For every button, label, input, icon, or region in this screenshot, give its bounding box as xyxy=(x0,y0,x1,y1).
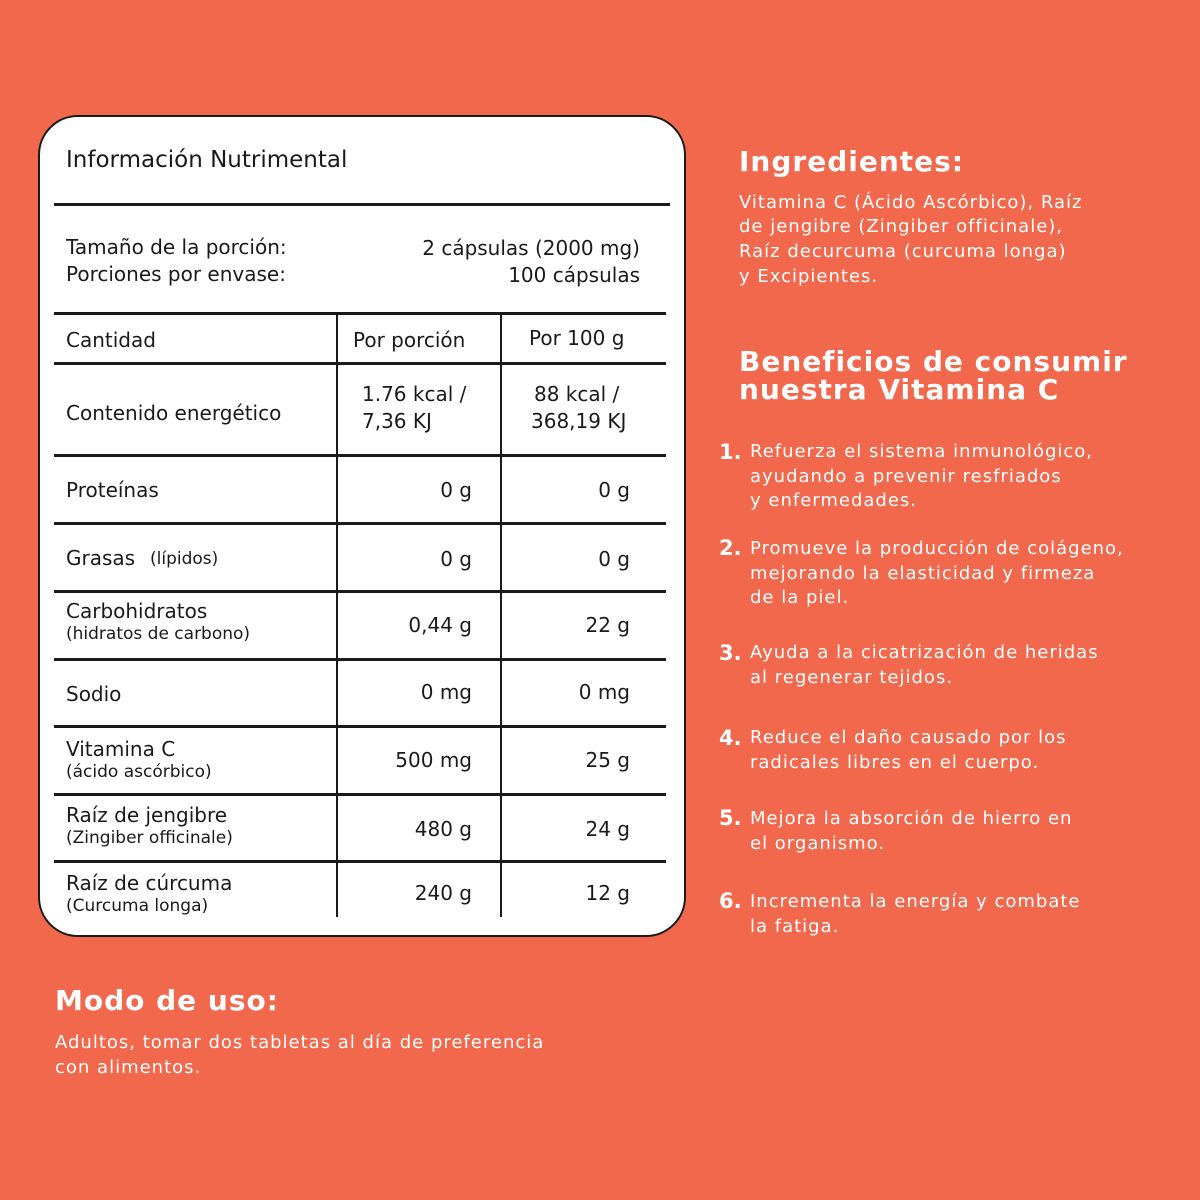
benefit-text xyxy=(750,537,1124,611)
usage-text-line-1: Adultos, tomar dos tabletas al día de preferencia xyxy=(55,1032,545,1053)
benefit-text xyxy=(750,641,1099,690)
benefit-number: 6. xyxy=(719,889,742,913)
row-fats-name: Grasas xyxy=(66,546,136,570)
column-divider-2 xyxy=(500,314,502,917)
header-per-serving: Por porción xyxy=(353,328,466,352)
row-energy-serving-kcal: 1.76 kcal / xyxy=(362,382,467,406)
header-cantidad: Cantidad xyxy=(66,328,156,352)
benefit-number: 2. xyxy=(719,536,742,560)
benefit-text xyxy=(750,807,1072,856)
row-ginger-100g: 24 g xyxy=(585,817,630,841)
row-carbs-100g: 22 g xyxy=(585,613,630,637)
benefit-number: 4. xyxy=(719,726,742,750)
row-fats-100g: 0 g xyxy=(598,547,630,571)
benefit-text xyxy=(750,726,1067,775)
benefit-line: de la piel. xyxy=(750,587,850,608)
servings-value: 100 cápsulas xyxy=(508,263,640,287)
row-ginger-sub: (Zingiber officinale) xyxy=(66,828,233,848)
ingredients-heading: Ingredientes: xyxy=(739,145,964,178)
benefit-line: ayudando a prevenir resfriados xyxy=(750,465,1062,487)
column-divider-1 xyxy=(336,314,338,917)
row-energy-serving-kj: 7,36 KJ xyxy=(362,409,432,433)
serving-size-label: Tamaño de la porción: xyxy=(66,235,287,259)
serving-size-value: 2 cápsulas (2000 mg) xyxy=(422,236,640,260)
benefit-number: 3. xyxy=(719,641,742,665)
row-proteins-serving: 0 g xyxy=(440,478,472,502)
row-sodium-name: Sodio xyxy=(66,682,122,706)
table-top-rule xyxy=(54,312,666,315)
usage-heading: Modo de uso: xyxy=(55,984,279,1017)
row-rule xyxy=(54,522,666,525)
benefit-line: y enfermedades. xyxy=(750,490,918,511)
row-fats-serving: 0 g xyxy=(440,547,472,571)
row-rule xyxy=(54,590,666,593)
row-vitamin-c-100g: 25 g xyxy=(585,748,630,772)
benefit-text xyxy=(750,890,1081,939)
ingredients-line: de jengibre (Zingiber officinale), xyxy=(739,216,1064,237)
usage-text-line-2: con alimentos. xyxy=(55,1057,202,1078)
ingredients-line: Vitamina C (Ácido Ascórbico), Raíz xyxy=(739,192,1083,213)
benefit-number: 5. xyxy=(719,806,742,830)
row-rule xyxy=(54,860,666,863)
servings-label: Porciones por envase: xyxy=(66,262,286,286)
nutrition-facts-panel xyxy=(38,115,686,937)
benefit-line: radicales libres en el cuerpo. xyxy=(750,751,1040,773)
benefit-line: Incrementa la energía y combate xyxy=(750,891,1081,912)
benefit-line: la fatiga. xyxy=(750,915,840,937)
row-rule xyxy=(54,658,666,661)
row-rule xyxy=(54,362,666,365)
row-rule xyxy=(54,793,666,796)
row-sodium-100g: 0 mg xyxy=(578,680,630,704)
row-ginger-serving: 480 g xyxy=(414,817,472,841)
row-turmeric-100g: 12 g xyxy=(585,881,630,905)
benefit-line: Reduce el daño causado por los xyxy=(750,727,1067,748)
benefits-heading-line-1: Beneficios de consumir xyxy=(739,345,1128,378)
benefits-heading-line-2: nuestra Vitamina C xyxy=(739,373,1060,406)
row-energy-name: Contenido energético xyxy=(66,401,282,425)
benefit-number: 1. xyxy=(719,440,742,464)
row-energy-100g-kj: 368,19 KJ xyxy=(531,409,627,433)
benefit-text xyxy=(750,440,1093,514)
row-carbs-serving: 0,44 g xyxy=(408,613,472,637)
benefit-line: Refuerza el sistema inmunológico, xyxy=(750,441,1094,462)
divider xyxy=(54,203,670,206)
header-per-100g: Por 100 g xyxy=(529,326,625,350)
row-turmeric-name: Raíz de cúrcuma xyxy=(66,871,233,895)
nutrition-title: Información Nutrimental xyxy=(66,147,348,173)
row-rule xyxy=(54,725,666,728)
row-sodium-serving: 0 mg xyxy=(420,680,472,704)
row-vitamin-c-sub: (ácido ascórbico) xyxy=(66,762,212,782)
benefit-line: Ayuda a la cicatrización de heridas xyxy=(750,642,1099,663)
ingredients-line: Raíz decurcuma (curcuma longa) xyxy=(739,241,1067,262)
row-energy-100g-kcal: 88 kcal / xyxy=(534,382,620,406)
benefit-line: el organismo. xyxy=(750,832,886,854)
row-proteins-100g: 0 g xyxy=(598,478,630,502)
benefit-line: mejorando la elasticidad y firmeza xyxy=(750,562,1096,584)
row-ginger-name: Raíz de jengibre xyxy=(66,803,228,827)
row-proteins-name: Proteínas xyxy=(66,478,159,502)
ingredients-line: y Excipientes. xyxy=(739,266,879,287)
row-turmeric-sub: (Curcuma longa) xyxy=(66,896,209,916)
benefit-line: Mejora la absorción de hierro en xyxy=(750,808,1073,829)
row-fats-sub: (lípidos) xyxy=(150,549,219,569)
benefit-line: al regenerar tejidos. xyxy=(750,666,954,688)
row-carbs-name: Carbohidratos xyxy=(66,599,208,623)
row-rule xyxy=(54,454,666,457)
row-vitamin-c-name: Vitamina C xyxy=(66,737,176,761)
benefit-line: Promueve la producción de colágeno, xyxy=(750,538,1124,559)
row-turmeric-serving: 240 g xyxy=(414,881,472,905)
row-carbs-sub: (hidratos de carbono) xyxy=(66,624,251,644)
row-vitamin-c-serving: 500 mg xyxy=(395,748,472,772)
